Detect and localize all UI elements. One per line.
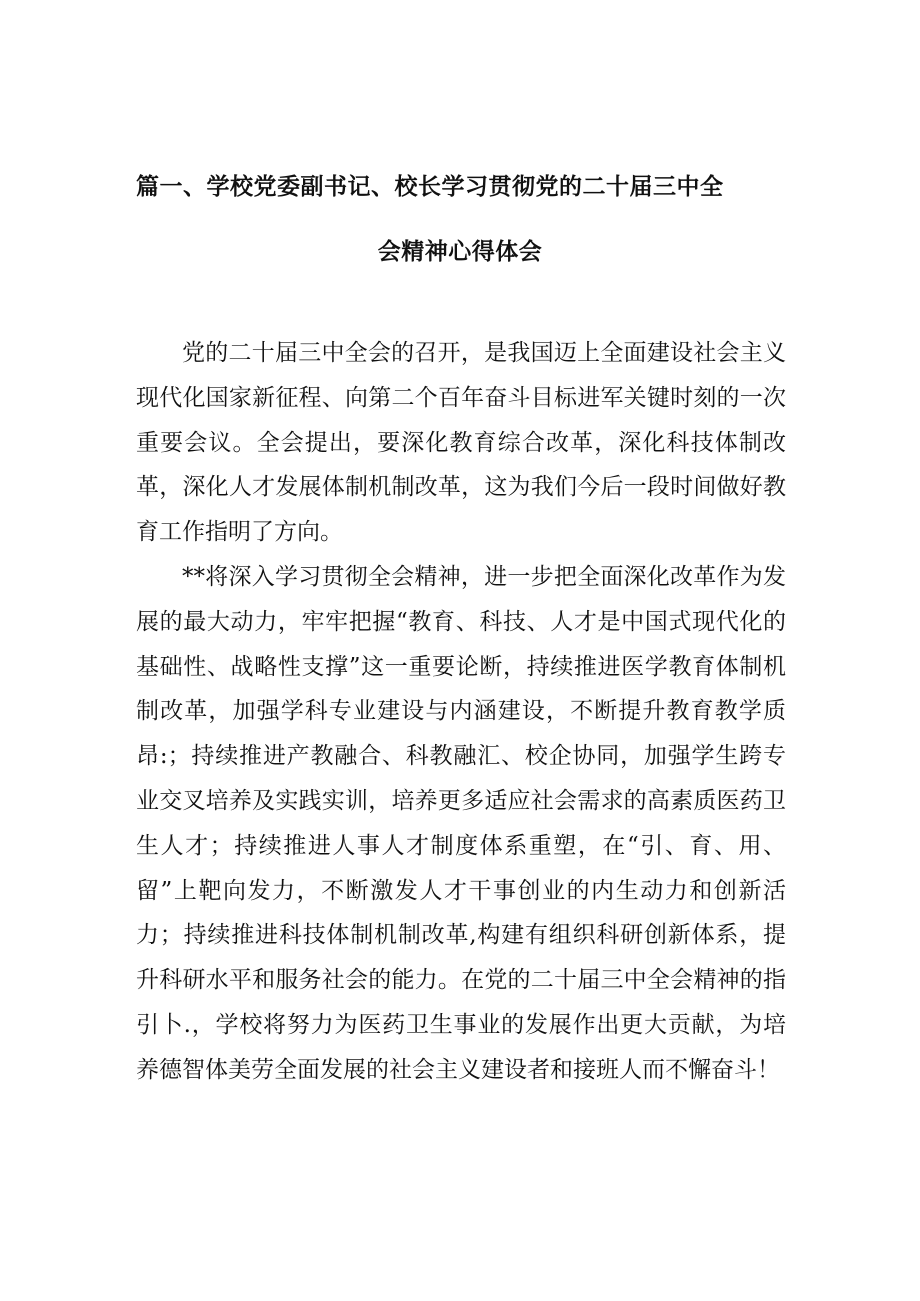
paragraph-1: 党的二十届三中全会的召开，是我国迈上全面建设社会主义现代化国家新征程、向第二个百年奋斗目标进军关键时刻的一次重要会议。全会提出，要深化教育综合改革，深化科技体制改革，深化人才发展体制机制改革，这为我们今后一段时间做好教育工作指明了方向。 — [136, 340, 786, 546]
document-title-line-2: 会精神心得体会 — [377, 239, 543, 265]
document-body — [136, 331, 786, 1093]
paragraph-2: **将深入学习贯彻全会精神，进一步把全面深化改革作为发展的最大动力，牢牢把握“教育、科技、人才是中国式现代化的基础性、战略性支撑”这一重要论断，持续推进医学教育体制机制改革，加强学科专业建设与内涵建设，不断提升教育教学质昂:；持续推进产教融合、科教融汇、校企协同，加强学生跨专业交叉培养及实践实训，培养更多适应社会需求的高素质医药卫生人才；持续推进人事人才制度体系重塑，在“引、育、用、留”上靶向发力，不断激发人才干事创业的内生动力和创新活力；持续推进科技体制机制改革,构建有组织科研创新体系，提升科研水平和服务社会的能力。在党的二十届三中全会精神的指引卜.，学校将努力为医药卫生事业的发展作出更大贡献，为培养德智体美劳全面发展的社会主义建设者和接班人而不懈奋斗！ — [136, 563, 786, 1083]
document-title-line-1: 篇一、学校党委副书记、校长学习贯彻党的二十届三中全 — [136, 174, 724, 200]
